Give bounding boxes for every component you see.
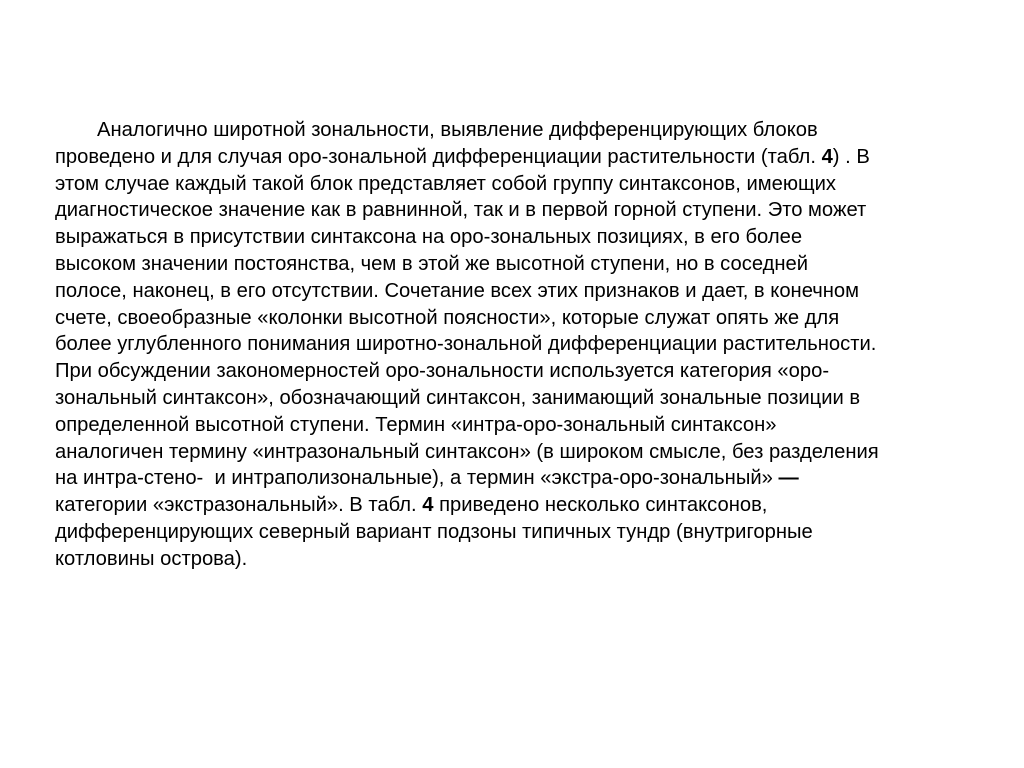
text-run: высоком значении постоянства, чем в этой же высотной ступени, но в соседней: [55, 252, 809, 275]
text-run: ) . В: [832, 145, 870, 168]
text-run: этом случае каждый такой блок представляет собой группу синтаксонов, имеющих: [55, 172, 836, 195]
text-run: При обсуждении закономерностей оро-зональности используется категория «оро-: [55, 360, 830, 383]
text-line: [55, 144, 1005, 171]
text-line: [55, 331, 1005, 358]
text-run: категории «экстразональный». В табл.: [55, 494, 423, 517]
table-number: 4: [821, 145, 833, 168]
text-line: [55, 439, 1005, 466]
em-dash: —: [778, 467, 799, 490]
text-line: [55, 385, 1005, 412]
text-run: котловины острова).: [55, 547, 248, 570]
text-run: приведено несколько синтаксонов,: [433, 494, 768, 517]
text-run: счете, своеобразные «колонки высотной поясности», которые служат опять же для: [55, 306, 840, 329]
text-run: проведено и для случая оро-зональной дифференциации растительности (табл.: [55, 145, 822, 168]
text-line: [55, 358, 1005, 385]
text-line: [55, 171, 1005, 198]
paragraph: [55, 117, 1005, 573]
text-line: [55, 492, 1005, 519]
text-run: зональный синтаксон», обозначающий синтаксон, занимающий зональные позиции в: [55, 386, 861, 409]
text-run: дифференцирующих северный вариант подзоны типичных тундр (внутригорные: [55, 520, 813, 543]
text-run: полосе, наконец, в его отсутствии. Сочетание всех этих признаков и дает, в конечном: [55, 279, 860, 302]
text-line: [55, 251, 1005, 278]
text-line: [55, 465, 1005, 492]
text-run: определенной высотной ступени. Термин «интра-оро-зональный синтаксон»: [55, 413, 777, 436]
text-line: [55, 305, 1005, 332]
text-run: более углубленного понимания широтно-зональной дифференциации растительности.: [55, 333, 877, 356]
text-line: [55, 412, 1005, 439]
text-run: на интра-стено- и интраполизональные), а термин «экстра-оро-зональный»: [55, 467, 779, 490]
text-line: [55, 546, 1005, 573]
text-line: [55, 224, 1005, 251]
text-line: [55, 519, 1005, 546]
text-run: диагностическое значение как в равнинной, так и в первой горной ступени. Это может: [55, 199, 867, 222]
table-number: 4: [422, 494, 434, 517]
text-line: [55, 197, 1005, 224]
text-run: Аналогично широтной зональности, выявление дифференцирующих блоков: [97, 119, 818, 141]
text-run: аналогичен термину «интразональный синтаксон» (в широком смысле, без разделения: [55, 440, 879, 463]
text-line: [55, 117, 1005, 144]
text-run: выражаться в присутствии синтаксона на оро-зональных позициях, в его более: [55, 226, 803, 249]
text-line: [55, 278, 1005, 305]
